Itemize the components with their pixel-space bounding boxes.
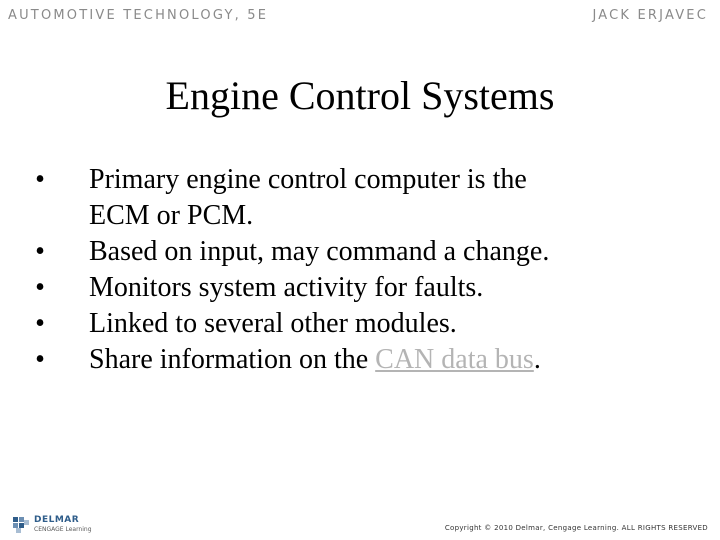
bullet-icon: •: [35, 344, 45, 375]
list-item-text: ECM or PCM.: [89, 200, 254, 231]
list-item: [30, 342, 680, 378]
list-item: [30, 234, 680, 270]
bullet-icon: •: [35, 272, 45, 303]
list-item: [30, 162, 680, 198]
bullet-icon: •: [35, 164, 45, 195]
list-item-text: Primary engine control computer is the: [89, 164, 527, 195]
bullet-list: [30, 162, 680, 378]
list-item-continuation: [30, 198, 680, 234]
bullet-icon: •: [35, 236, 45, 267]
list-item-text-prefix: Share information on the: [89, 344, 376, 375]
list-item-text: Based on input, may command a change.: [89, 236, 550, 267]
publisher-logo: [12, 516, 92, 534]
delmar-logo-icon: [12, 516, 30, 534]
can-data-bus-link[interactable]: CAN data bus: [375, 344, 534, 375]
list-item: [30, 270, 680, 306]
list-item-text: Monitors system activity for faults.: [89, 272, 484, 303]
list-item-text: Linked to several other modules.: [89, 308, 457, 339]
copyright-notice: Copyright © 2010 Delmar, Cengage Learning. ALL RIGHTS RESERVED: [444, 524, 708, 532]
list-item-text-suffix: .: [533, 344, 541, 375]
logo-subtitle: CENGAGE Learning: [34, 526, 92, 533]
list-item: [30, 306, 680, 342]
header-author: JACK ERJAVEC: [592, 8, 708, 23]
header-course-title: AUTOMOTIVE TECHNOLOGY, 5E: [8, 8, 269, 23]
slide-title: Engine Control Systems: [165, 73, 555, 118]
logo-wordmark: DELMAR: [34, 515, 80, 525]
bullet-icon: •: [35, 308, 45, 339]
